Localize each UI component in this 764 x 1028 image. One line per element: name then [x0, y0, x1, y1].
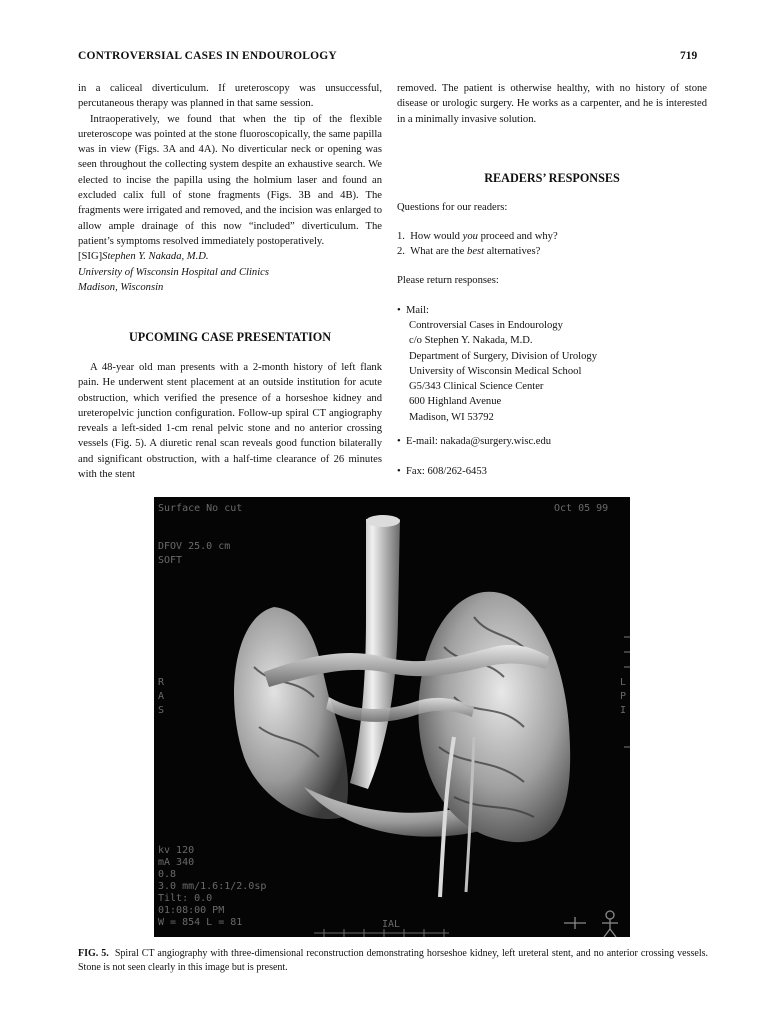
upcoming-case-heading: UPCOMING CASE PRESENTATION	[128, 330, 331, 344]
paragraph-2: Intraoperatively, we found that when the tip of the flexible ureteroscope was pointed at the stone fluoroscopically, the same papilla was in view (Figs. 3A and 4A). No diverticular neck or opening was seen throughout the collecting system despite an exhaustive search. We elected to incise the papilla using the holmium laser and found an excluded calix full of stone fragments (Figs. 3B and 4B). The fragments were irrigated and removed, and the incision was enlarged to allow ample drainage of this now “included” diverticulum. The patient’s symptoms resolved immediately postoperatively.	[78, 113, 382, 247]
question-2-emphasis: best	[467, 246, 485, 257]
overlay-window: W = 854 L = 81	[158, 917, 243, 928]
overlay-render-mode: Surface No cut	[158, 503, 243, 514]
left-column	[78, 81, 382, 295]
readers-responses-heading: READERS’ RESPONSES	[484, 171, 620, 185]
question-1-emphasis: you	[462, 231, 478, 242]
address-line: Madison, WI 53792	[409, 411, 494, 423]
orient-left-1: R	[158, 677, 165, 688]
address-line: Department of Surgery, Division of Urology	[409, 350, 598, 362]
address-line: 600 Highland Avenue	[409, 396, 502, 408]
orient-right-1: L	[620, 677, 627, 688]
overlay-kernel: SOFT	[158, 555, 183, 566]
ct-3d-rendering	[154, 497, 630, 937]
question-1-text-b: proceed and why?	[477, 231, 558, 242]
questions-intro: Questions for our readers:	[397, 202, 508, 213]
overlay-time: 01:08:00 PM	[158, 905, 225, 916]
email-bullet	[397, 434, 551, 449]
sig-tag: [SIG]	[78, 251, 103, 263]
question-2-number: 2.	[397, 246, 405, 257]
return-intro: Please return responses:	[397, 275, 499, 286]
mail-label: Mail:	[406, 305, 429, 316]
author-affiliation: University of Wisconsin Hospital and Clinics	[78, 266, 269, 278]
page-number: 719	[680, 50, 698, 62]
upcoming-case-body	[78, 360, 382, 482]
bullet-mark: •	[397, 305, 401, 316]
email-contact: E-mail: nakada@surgery.wisc.edu	[406, 436, 552, 447]
orient-left-2: A	[158, 691, 165, 702]
overlay-rot: 0.8	[158, 869, 177, 880]
overlay-tilt: Tilt: 0.0	[158, 893, 213, 904]
question-1-text-a: How would	[410, 231, 463, 242]
address-line: University of Wisconsin Medical School	[409, 365, 582, 377]
orient-right-2: P	[620, 691, 627, 702]
running-header: CONTROVERSIAL CASES IN ENDOUROLOGY	[78, 50, 337, 62]
question-1-number: 1.	[397, 231, 405, 242]
figure-label: FIG. 5.	[78, 948, 109, 959]
caption-text: Spiral CT angiography with three-dimensional reconstruction demonstrating horseshoe kidney, left ureteral stent, and no anterior crossing vessels. Stone is not seen clearly in this image but is present.	[78, 948, 709, 973]
question-2-text-a: What are the	[410, 246, 468, 257]
ct-angiography-figure	[154, 497, 630, 937]
mail-address	[409, 318, 597, 425]
overlay-date: Oct 05 99	[554, 503, 609, 514]
paragraph-1: in a caliceal diverticulum. If ureteroscopy was unsuccessful, percutaneous therapy was planned in that same session.	[78, 83, 382, 110]
overlay-ma: mA 340	[158, 857, 195, 868]
question-2-text-b: alternatives?	[484, 246, 541, 257]
author-location: Madison, Wisconsin	[78, 281, 164, 293]
question-2	[397, 244, 540, 259]
overlay-collimation: 3.0 mm/1.6:1/2.0sp	[158, 881, 267, 892]
author-name: Stephen Y. Nakada, M.D.	[102, 251, 209, 263]
orient-left-3: S	[158, 705, 165, 716]
address-line: Controversial Cases in Endourology	[409, 320, 563, 331]
fax-bullet	[397, 464, 487, 479]
signature	[78, 249, 382, 264]
overlay-ial: IAL	[382, 919, 401, 930]
mail-bullet	[397, 303, 429, 318]
overlay-dfov: DFOV 25.0 cm	[158, 541, 231, 552]
upcoming-case-text: A 48-year old man presents with a 2-month history of left flank pain. He underwent stent placement at an outside institution for acute obstruction, which verified the presence of a horseshoe kidney and ureteropelvic junction configuration. Follow-up spiral CT angiography reveals a left-sided 1-cm renal pelvic stone and no anterior crossing vessels (Fig. 5). A diuretic renal scan reveals good function bilaterally and significant obstruction, with a half-time clearance of 26 minutes with the stent	[78, 362, 382, 481]
address-line: c/o Stephen Y. Nakada, M.D.	[409, 335, 533, 347]
overlay-kv: kv 120	[158, 845, 195, 856]
fax-contact: Fax: 608/262-6453	[406, 466, 487, 477]
bullet-mark: •	[397, 436, 401, 447]
right-column-continuation	[397, 81, 707, 127]
figure-caption	[78, 947, 708, 975]
bullet-mark: •	[397, 466, 401, 477]
continuation-paragraph: removed. The patient is otherwise healthy, with no history of stone disease or urologic surgery. He works as a carpenter, and he is interested in a minimally invasive solution.	[397, 83, 707, 125]
address-line: G5/343 Clinical Science Center	[409, 381, 544, 393]
orient-right-3: I	[620, 705, 627, 716]
question-1	[397, 229, 558, 244]
